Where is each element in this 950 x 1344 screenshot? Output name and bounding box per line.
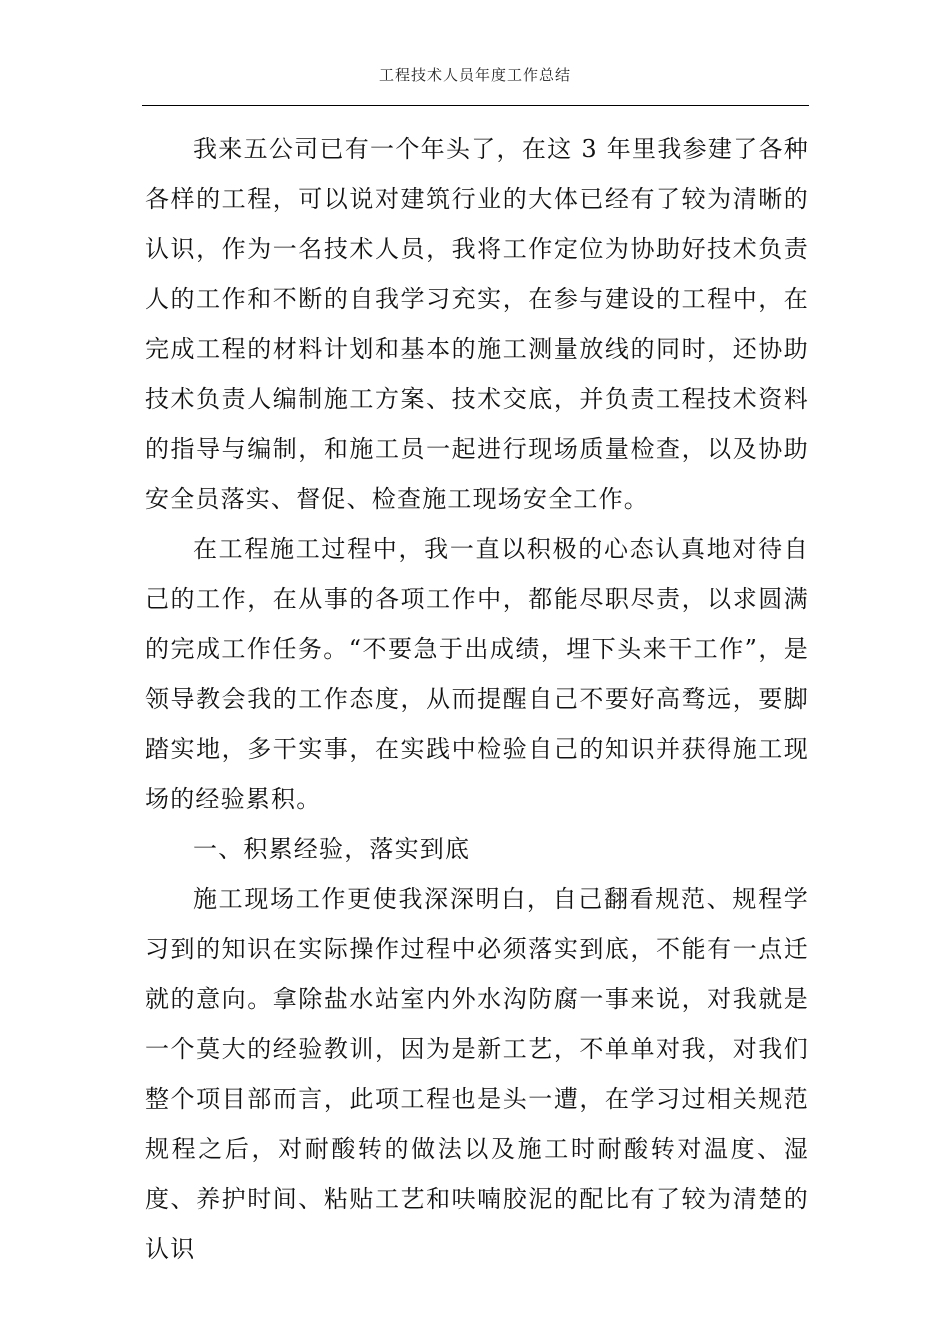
page-header-title: 工程技术人员年度工作总结 <box>378 66 571 84</box>
paragraph-work-attitude: 在工程施工过程中，我一直以积极的心态认真地对待自己的工作，在从事的各项工作中，都能尽职尽责，以求圆满的完成工作任务。“不要急于出成绩，埋下头来干工作”，是领导教会我的工作态度，从而提醒自己不要好高骛远，要脚踏实地，多干实事，在实践中检验自己的知识并获得施工现场的经验累积。 <box>145 535 809 813</box>
section-heading: 一、积累经验，落实到底 <box>193 835 471 863</box>
header-divider <box>142 105 809 106</box>
document-body <box>145 124 809 1274</box>
paragraph-experience: 施工现场工作更使我深深明白，自己翻看规范、规程学习到的知识在实际操作过程中必须落实到底，不能有一点迁就的意向。拿除盐水站室内外水沟防腐一事来说，对我就是一个莫大的经验教训，因为是新工艺，不单单对我，对我们整个项目部而言，此项工程也是头一遭，在学习过相关规范规程之后，对耐酸转的做法以及施工时耐酸转对温度、湿度、养护时间、粘贴工艺和呋喃胶泥的配比有了较为清楚的认识 <box>145 885 809 1263</box>
paragraph-intro: 我来五公司已有一个年头了，在这 3 年里我参建了各种各样的工程，可以说对建筑行业的大体已经有了较为清晰的认识，作为一名技术人员，我将工作定位为协助好技术负责人的工作和不断的自我学习充实，在参与建设的工程中，在完成工程的材料计划和基本的施工测量放线的同时，还协助技术负责人编制施工方案、技术交底，并负责工程技术资料的指导与编制，和施工员一起进行现场质量检查，以及协助安全员落实、督促、检查施工现场安全工作。 <box>145 135 809 513</box>
